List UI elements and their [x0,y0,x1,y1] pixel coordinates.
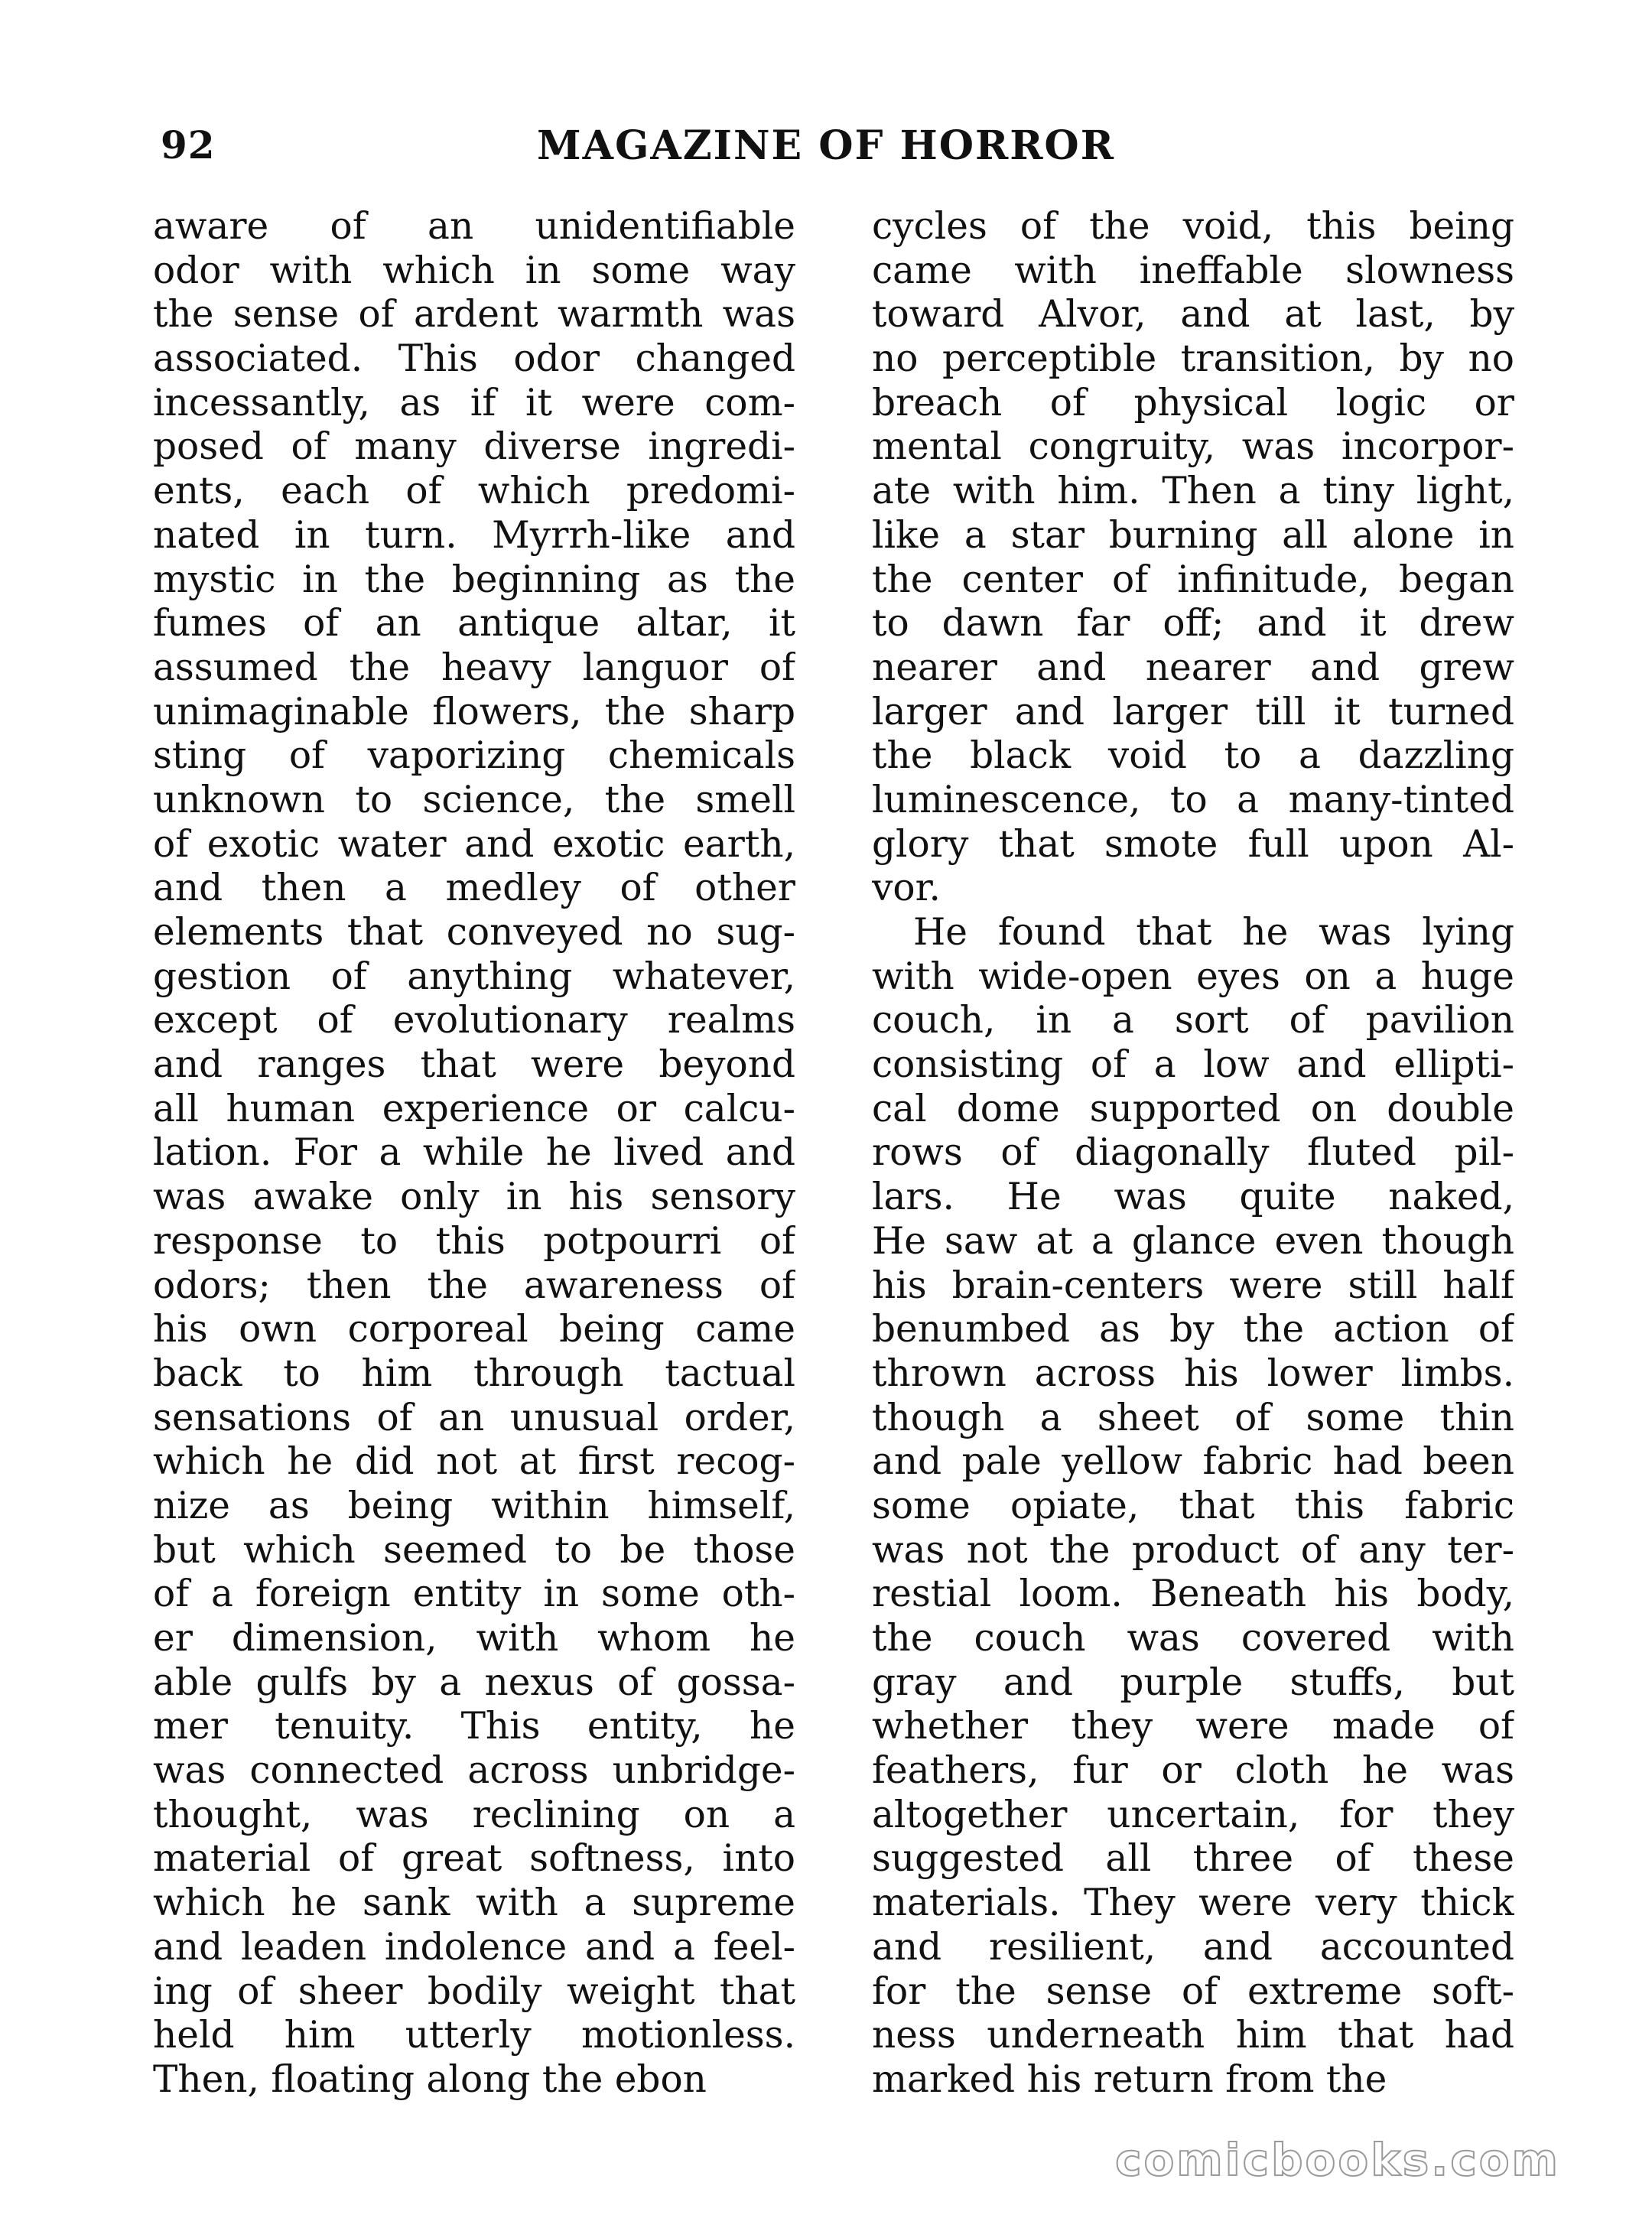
text-line: glory that smote full upon Al- [872,822,1514,866]
text-line: the sense of ardent warmth was [153,293,795,337]
text-columns [153,205,1514,2117]
left-text-column [153,205,795,2103]
text-line: unknown to science, the smell [153,778,795,821]
text-line: odors; then the awareness of [153,1263,795,1307]
text-line: luminescence, to a many-tinted [872,778,1514,821]
text-line: larger and larger till it turned [872,690,1514,733]
text-line: of exotic water and exotic earth, [153,822,795,866]
text-line: He found that he was lying [913,911,1514,954]
text-line: came with ineffable slowness [872,249,1514,292]
text-line: of a foreign entity in some oth- [153,1572,795,1616]
text-line: nize as being within himself, [153,1484,795,1527]
text-line: incessantly, as if it were com- [153,381,795,424]
text-line: back to him through tactual [153,1351,795,1395]
text-line: whether they were made of [872,1705,1514,1748]
text-line: benumbed as by the action of [872,1308,1514,1351]
text-line: cycles of the void, this being [872,205,1514,248]
text-line: mer tenuity. This entity, he [153,1705,795,1748]
text-line: marked his return from the [872,2057,1387,2101]
text-line: Then, floating along the ebon [153,2057,707,2101]
text-line: materials. They were very thick [872,1881,1514,1925]
text-line: ents, each of which predomi- [153,470,795,513]
text-line: held him utterly motionless. [153,2014,795,2057]
text-line: nated in turn. Myrrh-like and [153,513,795,557]
text-line: some opiate, that this fabric [872,1484,1514,1527]
text-line: ing of sheer bodily weight that [153,1969,795,2013]
text-line: the black void to a dazzling [872,734,1514,778]
text-line: nearer and nearer and grew [872,646,1514,689]
right-text-column [872,205,1514,2103]
text-line: which he sank with a supreme [153,1881,795,1925]
text-line: and leaden indolence and a feel- [153,1925,795,1969]
text-line: cal dome supported on double [872,1087,1514,1130]
text-line: altogether uncertain, for they [872,1793,1514,1836]
text-line: breach of physical logic or [872,381,1514,424]
text-line: was awake only in his sensory [153,1176,795,1219]
text-line: was connected across unbridge- [153,1749,795,1793]
text-line: and resilient, and accounted [872,1925,1514,1969]
text-line: mental congruity, was incorpor- [872,425,1514,469]
text-line: toward Alvor, and at last, by [872,293,1514,337]
text-line: lars. He was quite naked, [872,1176,1514,1219]
text-line: like a star burning all alone in [872,513,1514,557]
text-line: er dimension, with whom he [153,1617,795,1660]
text-line: to dawn far off; and it drew [872,602,1514,646]
text-line: gray and purple stuffs, but [872,1660,1514,1704]
text-line: all human experience or calcu- [153,1087,795,1130]
text-line: for the sense of extreme soft- [872,1969,1514,2013]
text-line: fumes of an antique altar, it [153,602,795,646]
text-line: He saw at a glance even though [872,1219,1514,1263]
text-line: odor with which in some way [153,249,795,292]
text-line: and pale yellow fabric had been [872,1440,1514,1484]
text-line: associated. This odor changed [153,337,795,381]
text-line: sting of vaporizing chemicals [153,734,795,778]
watermark-logo: comicbooks.com [1115,2134,1560,2186]
text-line: restial loom. Beneath his body, [872,1572,1514,1616]
text-line: posed of many diverse ingredi- [153,425,795,469]
text-line: able gulfs by a nexus of gossa- [153,1660,795,1704]
text-line: and ranges that were beyond [153,1043,795,1087]
text-line: ate with him. Then a tiny light, [872,470,1514,513]
text-line: lation. For a while he lived and [153,1131,795,1175]
text-line: thought, was reclining on a [153,1793,795,1836]
text-line: no perceptible transition, by no [872,337,1514,381]
text-line: unimaginable flowers, the sharp [153,690,795,733]
text-line: his brain-centers were still half [872,1263,1514,1307]
text-line: consisting of a low and ellipti- [872,1043,1514,1087]
text-line: suggested all three of these [872,1837,1514,1881]
text-line: though a sheet of some thin [872,1396,1514,1439]
text-line: rows of diagonally fluted pil- [872,1131,1514,1175]
text-line: thrown across his lower limbs. [872,1351,1514,1395]
text-line: mystic in the beginning as the [153,558,795,601]
text-line: ness underneath him that had [872,2014,1514,2057]
text-line: couch, in a sort of pavilion [872,999,1514,1042]
text-line: elements that conveyed no sug- [153,911,795,954]
text-line: assumed the heavy languor of [153,646,795,689]
text-line: but which seemed to be those [153,1528,795,1572]
text-line: gestion of anything whatever, [153,955,795,998]
text-line: response to this potpourri of [153,1219,795,1263]
text-line: and then a medley of other [153,867,795,910]
text-line: vor. [872,867,941,910]
text-line: except of evolutionary realms [153,999,795,1042]
text-line: aware of an unidentifiable [153,205,795,248]
text-line: feathers, fur or cloth he was [872,1749,1514,1793]
text-line: which he did not at first recog- [153,1440,795,1484]
text-line: was not the product of any ter- [872,1528,1514,1572]
page-header [130,115,1522,184]
running-title: MAGAZINE OF HORROR [537,122,1115,169]
page-number: 92 [161,122,216,167]
text-line: material of great softness, into [153,1837,795,1881]
text-line: sensations of an unusual order, [153,1396,795,1439]
text-line: his own corporeal being came [153,1308,795,1351]
text-line: the center of infinitude, began [872,558,1514,601]
text-line: the couch was covered with [872,1617,1514,1660]
text-line: with wide-open eyes on a huge [872,955,1514,998]
